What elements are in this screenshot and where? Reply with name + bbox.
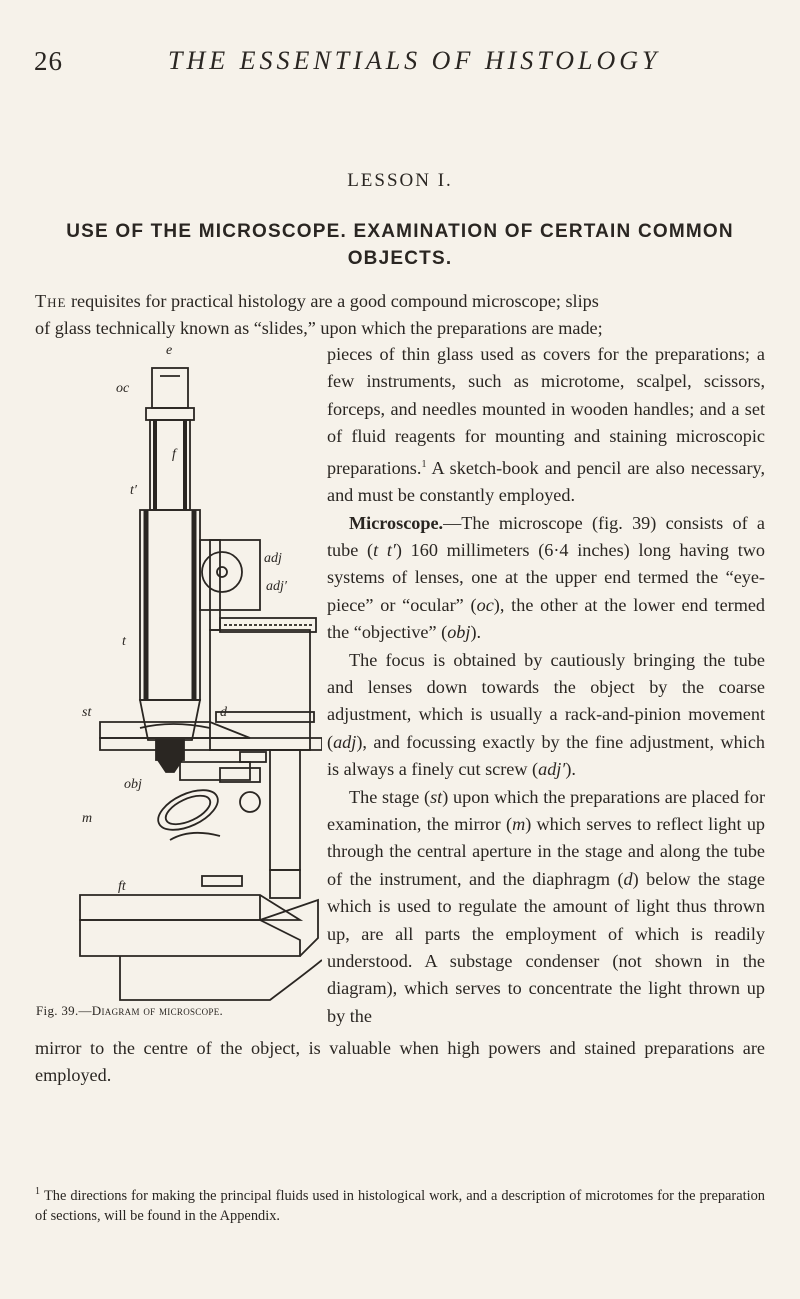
main-tube (140, 510, 200, 700)
lesson-label: LESSON I. (347, 170, 453, 191)
label-adj-prime: adj′ (266, 579, 287, 594)
caption-prefix: Fig. 39. (36, 1003, 79, 1018)
stage-text-a: The stage ( (349, 786, 431, 807)
footnote-ref: 1 (421, 458, 427, 470)
microscope-text-d: ). (470, 622, 482, 643)
microscope-text-a: —The microscope (fig. 39) consists of a tube ( (327, 512, 765, 560)
focus-text-a: The focus is obtained by cautiously bringing the tube and lenses down towards the object by the coarse adjustment, which is usually a rack-and-pinion movement ( (327, 649, 765, 752)
footnote-text: The directions for making the principal fluids used in histological work, and a description of microtomes for the preparation of sections, will be found in the Appendix. (35, 1187, 765, 1224)
label-m: m (82, 811, 93, 826)
focus-adj-prime: adj′ (538, 759, 566, 780)
label-oc: oc (116, 381, 130, 396)
microscope-text-c: ), the other at the lower end termed the “objective” ( (327, 594, 766, 643)
label-t-prime: t′ (130, 483, 137, 498)
chapter-heading: USE OF THE MICROSCOPE. EXAMINATION OF CERTAIN COMMON OBJECTS. (66, 221, 734, 269)
microscope-obj: obj (447, 622, 471, 643)
label-obj: obj (124, 777, 142, 792)
microscope-oc: oc (476, 594, 494, 615)
stage-text-b: ) upon which the preparations are placed for examination, the mirror ( (327, 786, 766, 834)
stage-text-c: ) which serves to reflect light up through the central aperture in the stage and along the tube of the instrument, and the diaphragm ( (327, 813, 766, 889)
label-t: t (122, 634, 126, 649)
foot-base (80, 895, 300, 920)
stage-d: d (623, 868, 633, 889)
label-adj: adj (264, 551, 282, 566)
focus-text-c: ). (565, 759, 576, 780)
eyepiece-top (152, 368, 188, 408)
page-number: 26 (34, 46, 63, 76)
microscope-subheading: Microscope. (349, 512, 444, 533)
focus-adj: adj (333, 731, 357, 752)
microscope-tt: t t′ (373, 539, 396, 560)
col-para-1: pieces of thin glass used as covers for the preparations; a few instruments, such as microtome, scalpel, scissors, forceps, and needles mounted in wooden handles; and a set of fluid reagents for mounting and staining microscopic preparations. (327, 344, 765, 478)
stage-st: st (430, 786, 443, 807)
microscope-diagram (60, 340, 322, 1004)
footnote (35, 1182, 765, 1226)
label-e: e (166, 343, 173, 358)
mirror-shape (152, 782, 224, 838)
col-para-1-end: A sketch-book and pencil are also necessary, and must be constantly employed. (327, 457, 765, 506)
stage-text-e: ) below the stage which is used to regulate the amount of light thus thrown up, are all parts the employment of which is readily understood. A substage condenser (not shown in the diagram), which serves to concentrate the light thrown up by the (327, 868, 765, 1026)
caption-text: —Diagram of microscope. (78, 1003, 224, 1018)
label-f: f (172, 447, 176, 462)
stage-m: m (512, 813, 526, 834)
label-st: st (82, 705, 92, 720)
label-d: d (220, 705, 227, 720)
running-header (0, 46, 800, 86)
intro-line-2: of glass technically known as “slides,” upon which the preparations are made; (35, 318, 603, 339)
right-column (327, 341, 765, 1030)
microscope-text-b: ) 160 millimeters (6·4 inches) long having two systems of lenses, one at the upper end termed the “eye-piece” or “ocular” ( (327, 539, 765, 615)
intro-paragraph (35, 288, 765, 343)
running-title: THE ESSENTIALS OF HISTOLOGY (168, 46, 661, 75)
label-ft: ft (118, 879, 126, 894)
intro-first-word: The (35, 291, 67, 311)
figure-caption (36, 1003, 223, 1019)
intro-line-1: requisites for practical histology are a good compound microscope; slips (66, 291, 599, 311)
focus-text-b: ), and focussing exactly by the fine adjustment, which is always a finely cut screw ( (327, 731, 765, 780)
footnote-marker: 1 (35, 1186, 40, 1197)
bottom-paragraph: mirror to the centre of the object, is valuable when high powers and stained preparations are employed. (35, 1038, 765, 1086)
